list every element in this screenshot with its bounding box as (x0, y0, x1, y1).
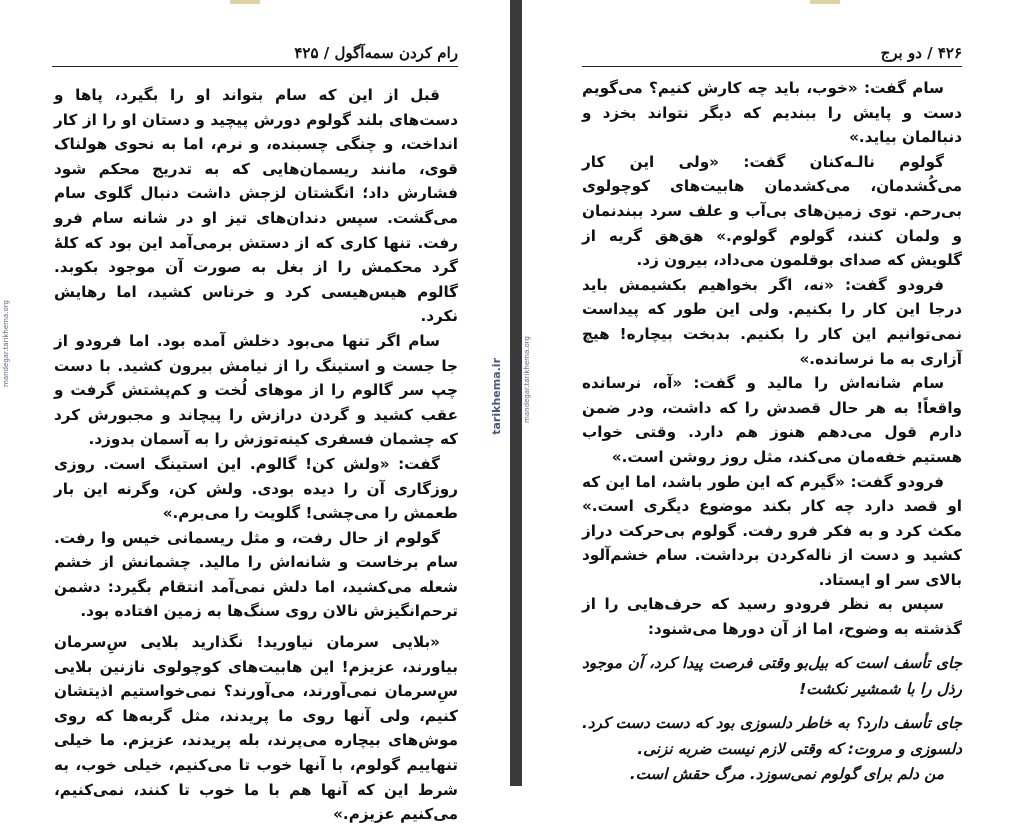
paragraph: سام گفت: «خوب، باید چه کارش کنیم؟ می‌گویم دست و پایش را ببندیم که دیگر نتواند بخزد و دنبالمان بیاید.» (582, 79, 962, 147)
right-page-number: ۴۲۶ (937, 44, 962, 62)
quote-line: جای تأسف دارد؟ به خاطر دلسوزی بود که دست دست کرد. دلسوزی و مروت: که وقتی لازم نیست ضربه نزنی. (582, 713, 962, 758)
quote-line: جای تأسف است که بیل‌بو وقتی فرصت پیدا کرد، آن موجود رذل را با شمشیر نکشت! (582, 653, 962, 698)
paragraph: سپس به نظر فرودو رسید که حرف‌هایی را از گذشته به وضوح، اما از آن دورها می‌شنود: (582, 595, 962, 639)
left-edge-watermark: mandegar.tarikhema.org (2, 300, 10, 387)
right-page (522, 0, 1024, 786)
left-page-header: رام کردن سمه‌آگول / ۴۲۵ (52, 44, 458, 67)
paragraph: گفت: «ولش کن! گالوم. این استینگ است. روزی روزگاری آن را دیده بودی. ولش کن، وگرنه این بار طعمش را می‌چشی! گلویت را می‌برم.» (54, 454, 458, 523)
right-page-header: ۴۲۶ / دو برج (582, 44, 962, 67)
left-page-body (54, 83, 458, 827)
paragraph: گولوم نالـه‌کنان گفت: «ولی این کار می‌کُشدمان، می‌کشدمان هابیت‌های کوچولوی بی‌رحم. توی زمین‌های بی‌آب و علف سرد ببندنمان و ولمان کنند، گولوم گولوم.» هق‌هق گریه از گلویش که صدای بوقلمون می‌داد، بیرون زد. (582, 152, 962, 270)
book-spine (510, 0, 522, 786)
paragraph: فرودو گفت: «گیرم که این طور باشد، اما این که او قصد دارد چه کار بکند موضوع دیگری است.» مکث کرد و به فکر فرو رفت. گولوم بی‌حرکت دراز کشید و دست از ناله‌کردن برداشت. سام خشم‌آلود بالای سر او ایستاد. (582, 472, 962, 589)
top-decoration (810, 0, 840, 4)
quote-line: من دلم برای گولوم نمی‌سوزد. مرگ حقش است. (629, 764, 944, 783)
right-header-title: دو برج (880, 44, 922, 62)
paragraph: سام اگر تنها می‌بود دخلش آمده بود. اما فرودو از جا جست و استینگ را از نیامش بیرون کشید. با دست چپ سر گالوم را از موهای لُخت و کم‌پشتش گرفت و عقب کشید و گردن درازش را پیچاند و مجبورش کرد که چشمان فسفری کینه‌توزش را به آسمان بدوزد. (54, 331, 458, 449)
left-header-title: رام کردن سمه‌آگول (334, 44, 458, 62)
left-page (0, 0, 510, 824)
paragraph: سام شانه‌اش را مالید و گفت: «آه، نرسانده واقعاً! به هر حال قصدش را که داشت، ودر ضمن دارم قول می‌دهم هنوز هم دارد. وقتی خواب هستیم خفه‌مان می‌کند، مثل روز روشن است.» (582, 374, 962, 466)
left-page-number: ۴۲۵ (294, 44, 319, 62)
paragraph: قبل از این که سام بتواند او را بگیرد، پاها و دست‌های بلند گولوم دورش پیچید و دستان او را از کار انداخت، و چنگی چسبنده، و نرم، اما به نحوی هولناک قوی، مانند ریسمان‌هایی که به تدریج محکم شود فشارش داد؛ انگشتان لزجش داشت دنبال گلوی سام می‌گشت. سپس دندان‌های تیز او در شانه سام فرو رفت. تنها کاری که از دستش برمی‌آمد این بود که کلهٔ گرد محکمش را از بغل به صورت آن موجود بکوبد. گالوم هیس‌هیسی کرد و خرناس کشید، اما رهایش نکرد. (54, 86, 458, 326)
top-decoration (230, 0, 260, 4)
paragraph: گولوم از حال رفت، و مثل ریسمانی خیس وا رفت. سام برخاست و شانه‌اش را مالید. چشمانش از خشم شعله می‌کشید، اما دلش نمی‌آمد انتقام بگیرد: دشمن ترحم‌انگیزش نالان روی سنگ‌ها به زمین افتاده بود. (54, 528, 458, 621)
right-page-body (582, 76, 962, 786)
paragraph: «بلایی سرمان نیاورید! نگذارید بلایی سِ‌سرمان بیاورند، عزیزم! این هابیت‌های کوچولوی نازنین بلایی سِ‌سرمان نمی‌آورند، می‌آورند؟ نمی‌خواستیم اذیتشان کنیم، ولی آنها روی ما پریدند، مثل گربه‌ها که روی موش‌های بیچاره می‌پرند، بله پریدند، عزیزم. ما خیلی تنهاییم گولوم، با آنها خوب تا می‌کنیم، خیلی خوب، به شرط این که آنها هم با ما خوب تا کنند، نمی‌کنیم، می‌کنیم عزیزم.» (54, 633, 458, 824)
spine-watermark: tarikhema.ir (490, 358, 503, 435)
spine-small-watermark: mandegar.tarikhema.org (523, 336, 531, 423)
paragraph: فرودو گفت: «نه، اگر بخواهیم بکشیمش باید درجا این کار را بکنیم. ولی این طور که پیداست نمی‌توانیم این کار را بکنیم. بدبخت بیچاره! هیچ آزاری به ما نرسانده.» (582, 275, 962, 368)
